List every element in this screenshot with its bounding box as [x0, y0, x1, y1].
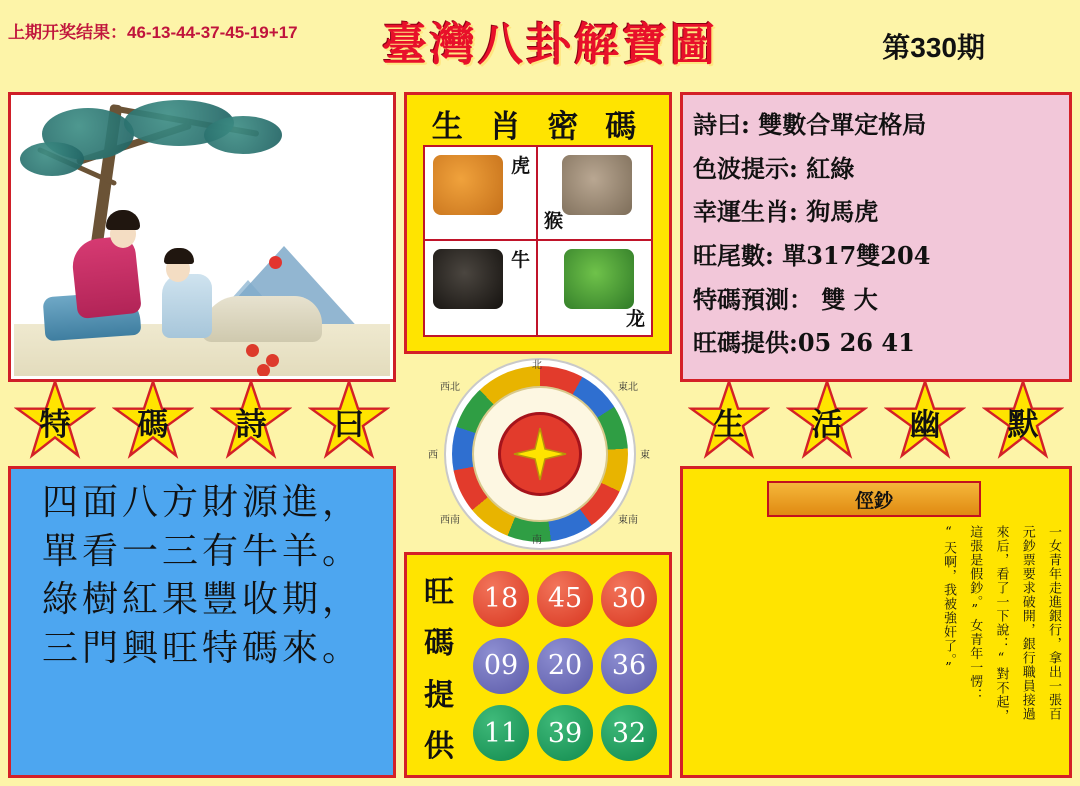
poem-heading-stars — [8, 380, 396, 462]
bagua-label-southeast: 東南 — [618, 515, 638, 526]
bagua-label-south: 南 — [532, 535, 542, 546]
zodiac-cell-dragon — [538, 241, 651, 335]
issue-number: 第330期 — [882, 32, 985, 63]
prediction-line: 詩曰: 雙數合單定格局 — [693, 110, 927, 139]
poem-line: 單看一三有牛羊。 — [41, 530, 362, 572]
bagua-label-west: 西 — [428, 450, 438, 461]
bagua-label-north: 北 — [532, 360, 542, 371]
humor-title-banner — [767, 481, 981, 517]
previous-result-text: 上期开奖结果：46-13-44-37-45-19+17 — [8, 23, 298, 42]
bagua-label-east: 東 — [640, 450, 650, 461]
humor-column: 這張是假鈔。”女青年一愣： — [967, 525, 983, 703]
lucky-ball: 11 — [473, 705, 529, 761]
zodiac-cell-ox — [425, 241, 538, 335]
bagua-label-northwest: 西北 — [440, 382, 460, 393]
star-badge-5 — [688, 380, 770, 462]
fruit-dot — [246, 344, 259, 357]
prediction-line: 旺尾數: 單317雙204 — [693, 241, 931, 271]
header — [0, 0, 1080, 88]
fruit-dot — [257, 364, 270, 376]
lucky-label-char: 碼 — [424, 626, 454, 662]
lucky-ball: 36 — [601, 638, 657, 694]
zodiac-cell-label: 猴 — [544, 210, 564, 232]
bagua-wheel — [444, 358, 636, 550]
zodiac-cell-monkey — [538, 147, 651, 241]
lucky-numbers-vertical-label — [415, 563, 463, 769]
lucky-number-grid — [469, 565, 661, 767]
woman-robe-shape — [70, 235, 142, 319]
humor-heading-stars — [680, 380, 1072, 462]
star-label: 詩 — [235, 406, 267, 443]
monkey-icon — [562, 155, 632, 215]
poem-line: 綠樹紅果豐收期， — [41, 579, 362, 621]
humor-title: 俓鈔 — [854, 489, 893, 512]
poem-line: 三門興旺特碼來。 — [41, 627, 362, 669]
star-label: 曰 — [333, 406, 365, 443]
dragon-icon — [564, 249, 634, 309]
lucky-ball: 18 — [473, 571, 529, 627]
zodiac-cell-label: 虎 — [510, 155, 530, 177]
zodiac-cell-label: 龙 — [625, 308, 645, 330]
prediction-line: 幸運生肖: 狗馬虎 — [693, 197, 879, 227]
prediction-info-panel — [680, 92, 1072, 382]
lucky-ball: 30 — [601, 571, 657, 627]
red-sun-dot — [269, 256, 282, 269]
star-badge-7 — [884, 380, 966, 462]
tiger-icon — [433, 155, 503, 215]
lucky-label-char: 旺 — [424, 574, 454, 610]
rock-shape — [202, 296, 322, 342]
poem-line: 四面八方財源進， — [41, 482, 362, 523]
star-label: 特 — [39, 406, 71, 443]
bagua-wheel-panel — [404, 356, 672, 548]
child-hair-shape — [164, 248, 194, 264]
bagua-label-northeast: 東北 — [618, 382, 638, 393]
illustration-canvas — [14, 98, 390, 376]
foliage-shape — [204, 116, 282, 154]
zodiac-code-panel — [404, 92, 672, 354]
prediction-line: 旺碼提供:05 26 41 — [693, 328, 915, 358]
ox-icon — [433, 249, 503, 309]
page-title: 臺灣八卦解寶圖 — [381, 18, 718, 71]
zodiac-panel-title: 生 肖 密 碼 — [431, 109, 645, 145]
lucky-ball: 32 — [601, 705, 657, 761]
zodiac-grid — [423, 145, 653, 337]
prediction-line: 特碼預測： 雙 大 — [693, 284, 878, 314]
bagua-label-southwest: 西南 — [440, 515, 460, 526]
lucky-ball: 39 — [537, 705, 593, 761]
poem-panel — [8, 466, 396, 778]
lucky-ball: 09 — [473, 638, 529, 694]
lucky-label-char: 供 — [424, 729, 454, 765]
prediction-line: 色波提示: 紅綠 — [693, 153, 855, 183]
humor-column: 元鈔票要求破開，銀行職員接過 — [1019, 525, 1035, 721]
star-badge-6 — [786, 380, 868, 462]
zodiac-cell-tiger — [425, 147, 538, 241]
humor-column: “天啊，我被強奸了。” — [941, 525, 956, 677]
star-badge-3 — [210, 380, 292, 462]
lucky-ball: 20 — [537, 638, 593, 694]
star-badge-4 — [308, 380, 390, 462]
star-label: 幽 — [909, 406, 941, 443]
foliage-shape — [20, 142, 84, 176]
compass-star-icon — [510, 424, 570, 484]
star-label: 默 — [1007, 406, 1039, 443]
star-badge-1 — [14, 380, 96, 462]
lucky-label-char: 提 — [424, 677, 454, 713]
star-badge-8 — [982, 380, 1064, 462]
humor-panel — [680, 466, 1072, 778]
lucky-ball: 45 — [537, 571, 593, 627]
zodiac-cell-label: 牛 — [510, 249, 530, 271]
humor-text-columns — [691, 525, 1061, 767]
star-label: 碼 — [137, 406, 169, 443]
illustration-panel — [8, 92, 396, 382]
humor-column: 來后，看了一下說：“對不起， — [993, 525, 1009, 723]
humor-column: 一女青年走進銀行，拿出一張百 — [1046, 525, 1061, 721]
lucky-numbers-panel — [404, 552, 672, 778]
star-label: 活 — [811, 406, 843, 443]
child-robe-shape — [162, 274, 212, 338]
star-badge-2 — [112, 380, 194, 462]
star-label: 生 — [713, 406, 745, 443]
